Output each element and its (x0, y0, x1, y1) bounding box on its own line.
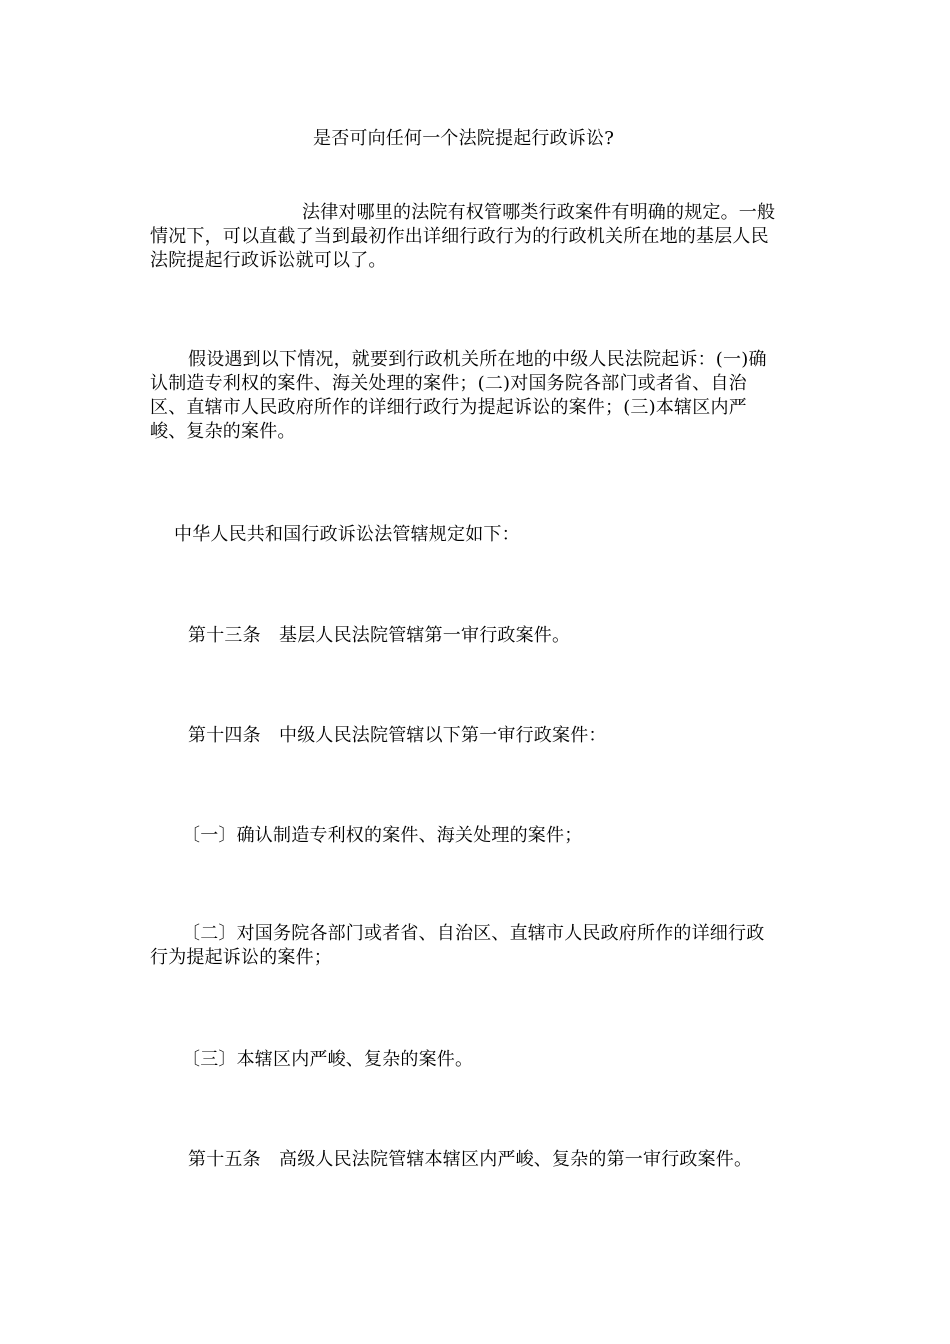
paragraph-line: 法律对哪里的法院有权管哪类行政案件有明确的规定。一般 (302, 202, 776, 223)
paragraph-article-13: 第十三条 基层人民法院管辖第一审行政案件。 (188, 625, 571, 646)
paragraph-line: 行为提起诉讼的案件； (150, 947, 332, 968)
paragraph-article-14-item-1: 〔一〕确认制造专利权的案件、海关处理的案件； (182, 825, 583, 846)
paragraph-article-15: 第十五条 高级人民法院管辖本辖区内严峻、复杂的第一审行政案件。 (188, 1149, 753, 1170)
paragraph-article-14-item-2 (150, 922, 805, 970)
paragraph-line: 区、直辖市人民政府所作的详细行政行为提起诉讼的案件；(三)本辖区内严 (150, 397, 747, 418)
paragraph-law-heading: 中华人民共和国行政诉讼法管辖规定如下： (174, 524, 520, 545)
paragraph-line: 〔二〕对国务院各部门或者省、自治区、直辖市人民政府所作的详细行政 (182, 923, 765, 944)
document-title: 是否可向任何一个法院提起行政诉讼? (313, 128, 615, 149)
paragraph-line: 峻、复杂的案件。 (150, 421, 296, 442)
paragraph-intermediate-court-cases (150, 348, 805, 444)
paragraph-article-14: 第十四条 中级人民法院管辖以下第一审行政案件： (188, 725, 607, 746)
paragraph-line: 认制造专利权的案件、海关处理的案件；(二)对国务院各部门或者省、自治 (150, 373, 747, 394)
paragraph-line: 情况下，可以直截了当到最初作出详细行政行为的行政机关所在地的基层人民 (150, 226, 769, 247)
paragraph-line: 法院提起行政诉讼就可以了。 (150, 250, 387, 271)
paragraph-court-jurisdiction-intro (150, 201, 805, 273)
paragraph-line: 假设遇到以下情况，就要到行政机关所在地的中级人民法院起诉：(一)确 (188, 349, 767, 370)
paragraph-article-14-item-3: 〔三〕本辖区内严峻、复杂的案件。 (182, 1049, 474, 1070)
